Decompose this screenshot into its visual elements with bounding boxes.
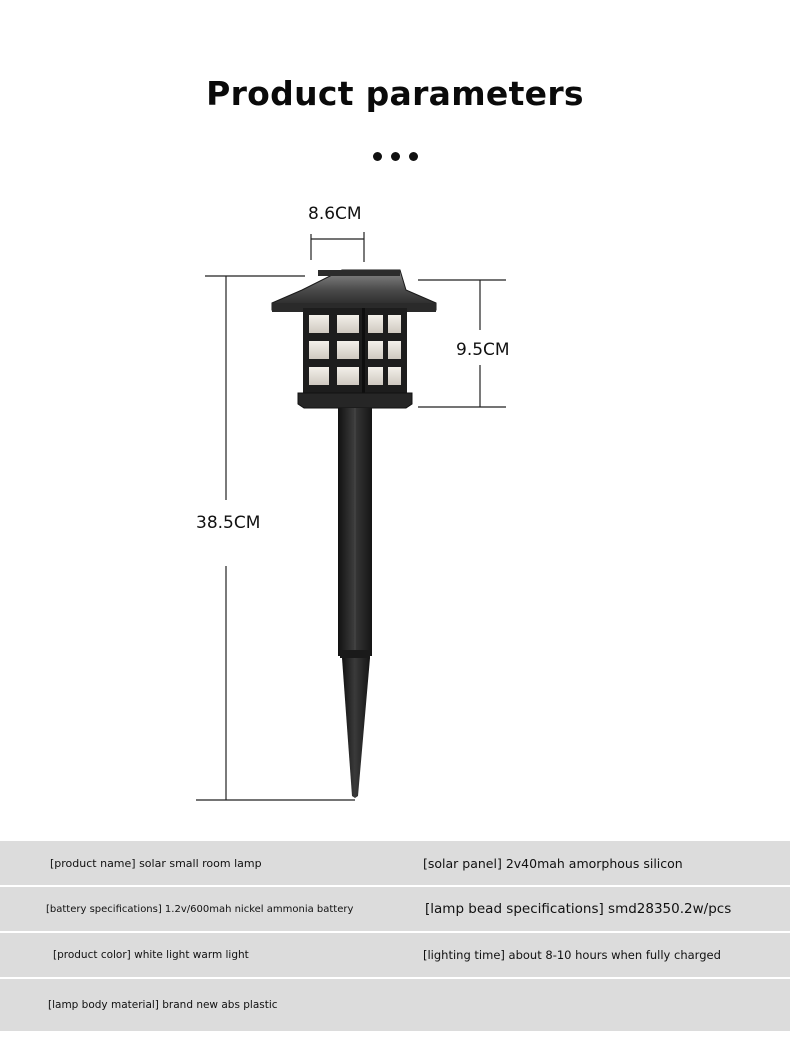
width-dimension-line (311, 232, 364, 262)
spec-solar-panel: [solar panel] 2v40mah amorphous silicon (423, 855, 683, 871)
decorative-dots (0, 152, 790, 161)
spec-battery: [battery specifications] 1.2v/600mah nickel ammonia battery (46, 903, 354, 915)
spec-lighting-time: [lighting time] about 8-10 hours when fully charged (423, 948, 721, 962)
spec-product-color: [product color] white light warm light (53, 949, 249, 961)
head-height-dimension-line (418, 280, 506, 407)
lamp-head (298, 308, 412, 408)
spec-product-name: [product name] solar small room lamp (50, 856, 262, 870)
dot-icon (409, 152, 418, 161)
dot-icon (373, 152, 382, 161)
head-height-dimension-label: 9.5CM (456, 340, 510, 360)
spec-lamp-bead: [lamp bead specifications] smd28350.2w/pcs (425, 901, 732, 917)
spec-row (0, 887, 790, 931)
page-title: Product parameters (206, 74, 584, 113)
lamp-stake (338, 408, 372, 798)
dot-icon (391, 152, 400, 161)
spec-row (0, 979, 790, 1031)
spec-table (0, 841, 790, 1031)
width-dimension-label: 8.6CM (308, 204, 362, 224)
spec-lamp-body-material: [lamp body material] brand new abs plastic (48, 999, 278, 1011)
spec-row (0, 933, 790, 977)
lamp-product-image (0, 190, 790, 820)
total-height-dimension-label: 38.5CM (196, 513, 261, 533)
spec-row (0, 841, 790, 885)
